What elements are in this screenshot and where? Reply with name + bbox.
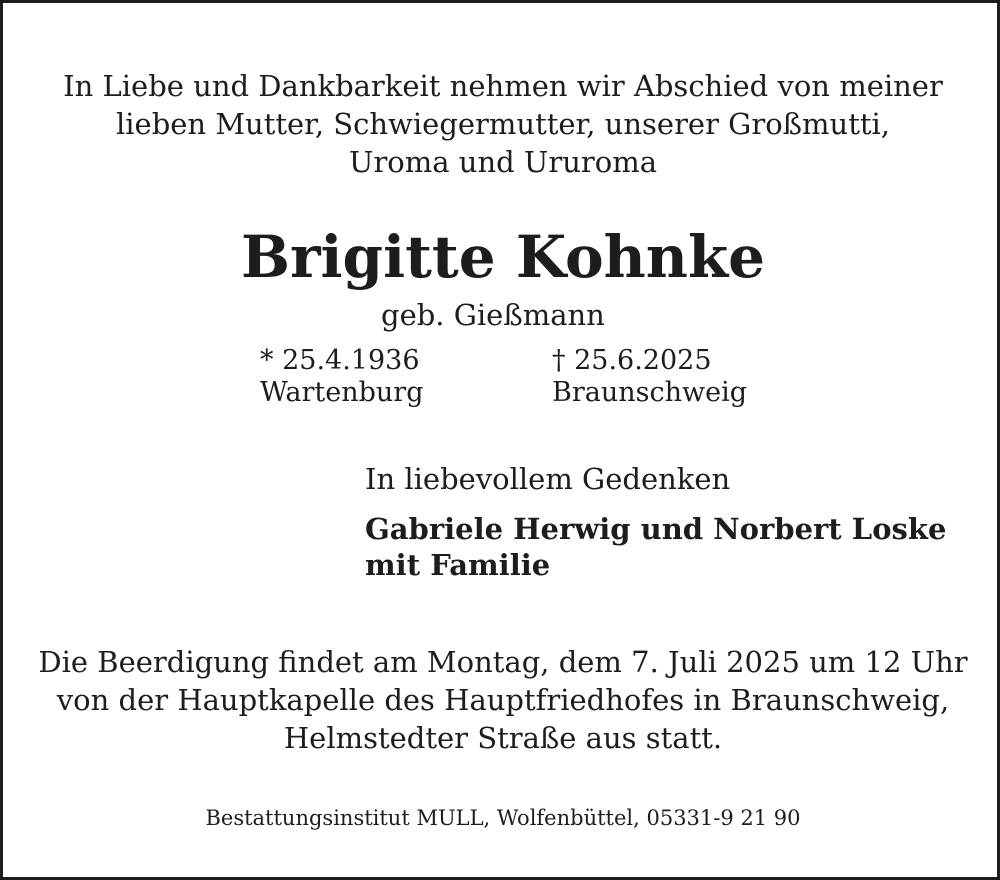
funeral-line: Die Beerdigung findet am Montag, dem 7. Juli 2025 um 12 Uhr	[38, 645, 968, 679]
mourner-line: mit Familie	[365, 548, 551, 582]
birth-info	[260, 345, 424, 409]
funeral-info	[3, 643, 1000, 757]
death-info	[552, 345, 747, 409]
death-date: † 25.6.2025	[552, 345, 712, 376]
mourner-names	[365, 511, 946, 583]
birth-place: Wartenburg	[260, 377, 424, 408]
deceased-name: Brigitte Kohnke	[240, 223, 766, 291]
undertaker-contact: Bestattungsinstitut MULL, Wolfenbüttel, 05331-9 21 90	[205, 806, 801, 830]
death-place: Braunschweig	[552, 377, 747, 408]
mourner-line: Gabriele Herwig und Norbert Loske	[365, 512, 947, 546]
intro-text	[3, 67, 1000, 181]
birth-date: * 25.4.1936	[260, 345, 420, 376]
funeral-line: Helmstedter Straße aus statt.	[283, 721, 723, 755]
intro-line: In Liebe und Dankbarkeit nehmen wir Abschied von meiner	[63, 69, 943, 103]
funeral-line: von der Hauptkapelle des Hauptfriedhofes in Braunschweig,	[56, 683, 950, 717]
maiden-name: geb. Gießmann	[381, 298, 605, 332]
intro-line: lieben Mutter, Schwiegermutter, unserer Großmutti,	[115, 107, 891, 141]
intro-line: Uroma und Ururoma	[349, 145, 657, 179]
remembrance-text: In liebevollem Gedenken	[365, 462, 731, 496]
